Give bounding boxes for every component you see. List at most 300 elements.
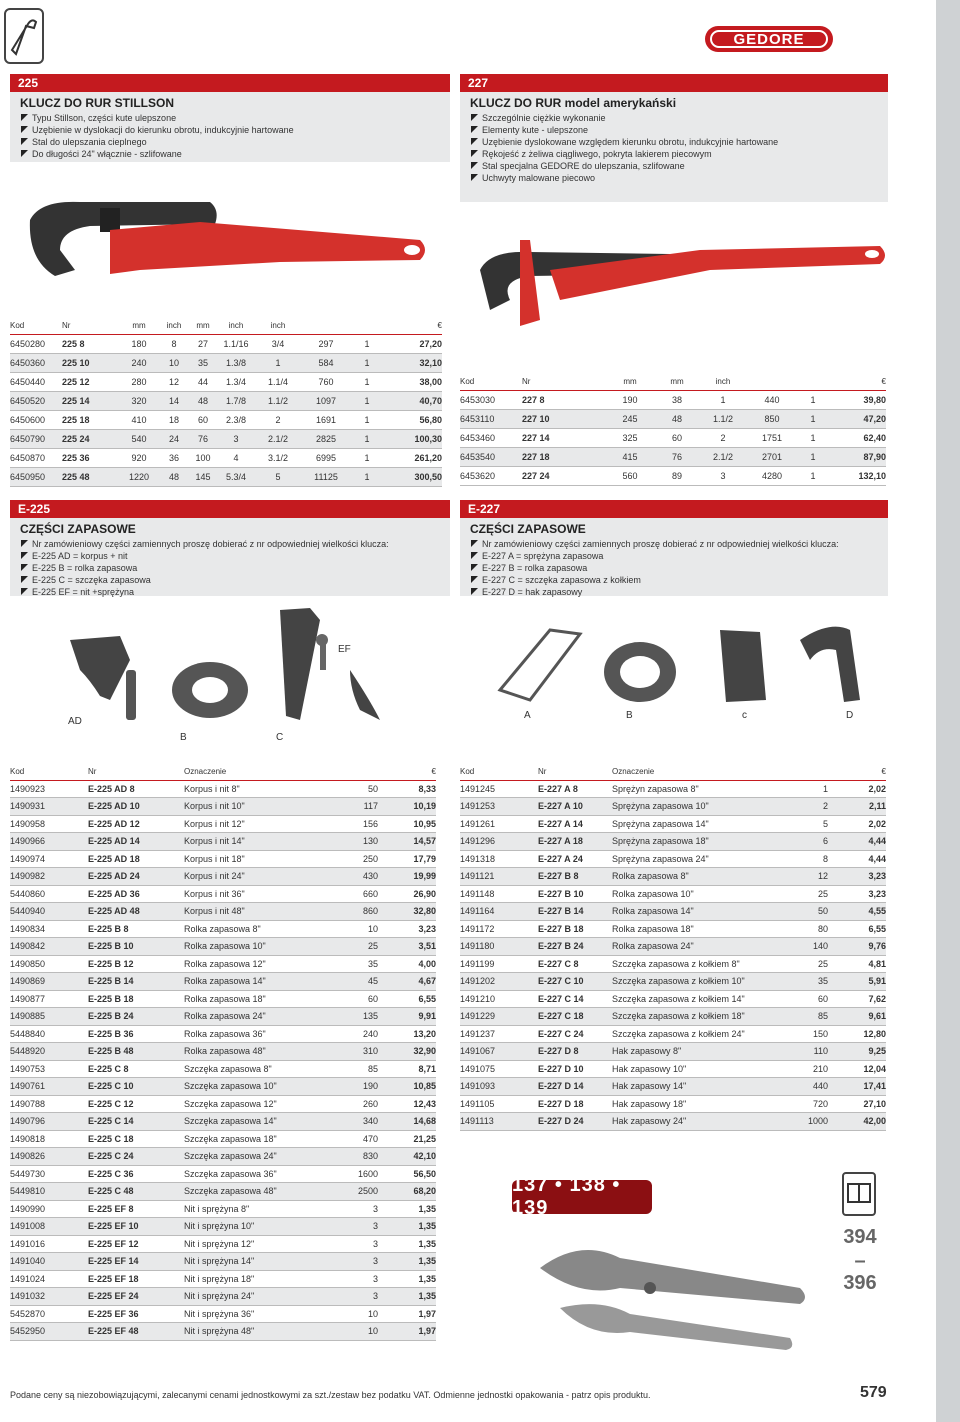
table-cell: 6 xyxy=(778,833,828,851)
table-cell: E-227 C 24 xyxy=(538,1025,612,1043)
column-header: inch xyxy=(254,318,302,334)
table-cell: 48 xyxy=(160,467,188,486)
table-cell: Rolka zapasowa 24" xyxy=(612,938,778,956)
table-row xyxy=(10,1113,436,1131)
table-cell: Rolka zapasowa 14" xyxy=(612,903,778,921)
side-strip xyxy=(936,0,960,1422)
table-cell: 1491180 xyxy=(460,938,538,956)
table-cell: 35 xyxy=(188,353,218,372)
table-cell: 27,20 xyxy=(384,334,442,353)
table-cell: 76 xyxy=(656,447,698,466)
table-cell: 150 xyxy=(778,1025,828,1043)
table-cell: 6453110 xyxy=(460,409,522,428)
table-cell: 584 xyxy=(302,353,350,372)
table-cell: Nit i sprężyna 36" xyxy=(184,1305,324,1323)
feature-bullet: E-225 EF = nit +sprężyna xyxy=(20,586,440,598)
table-cell: E-227 B 18 xyxy=(538,920,612,938)
table-cell: 1 xyxy=(350,353,384,372)
table-cell: 10,19 xyxy=(378,798,436,816)
table-cell: 1 xyxy=(796,409,830,428)
table-row xyxy=(460,1060,886,1078)
table-e227 xyxy=(460,764,886,1131)
table-cell: 7,62 xyxy=(828,990,886,1008)
table-cell: 68,20 xyxy=(378,1183,436,1201)
section-number: 225 xyxy=(10,74,450,92)
table-row xyxy=(460,885,886,903)
table-cell: E-225 AD 36 xyxy=(88,885,184,903)
table-cell: 190 xyxy=(604,390,656,409)
table-row xyxy=(10,1165,436,1183)
section-227 xyxy=(460,74,888,202)
table-cell: Hak zapasowy 8" xyxy=(612,1043,778,1061)
table-cell: 40,70 xyxy=(384,391,442,410)
table-cell: 8,71 xyxy=(378,1060,436,1078)
table-cell: Nit i sprężyna 48" xyxy=(184,1323,324,1341)
part-label-b: B xyxy=(180,732,187,743)
table-cell: 14 xyxy=(160,391,188,410)
table-cell: E-225 C 18 xyxy=(88,1130,184,1148)
table-cell: 1 xyxy=(350,334,384,353)
table-row xyxy=(10,1200,436,1218)
column-header: Kod xyxy=(10,764,88,780)
column-header: mm xyxy=(188,318,218,334)
table-cell: 3 xyxy=(324,1218,378,1236)
table-cell: Rolka zapasowa 10" xyxy=(612,885,778,903)
table-cell: 6450280 xyxy=(10,334,62,353)
table-cell: 227 8 xyxy=(522,390,604,409)
table-cell: E-225 EF 24 xyxy=(88,1288,184,1306)
table-cell: 410 xyxy=(118,410,160,429)
table-row xyxy=(460,938,886,956)
table-cell: 1490850 xyxy=(10,955,88,973)
column-header: mm xyxy=(118,318,160,334)
table-cell: 12,80 xyxy=(828,1025,886,1043)
table-cell: 1 xyxy=(350,467,384,486)
table-cell: 1 xyxy=(796,390,830,409)
table-cell: E-227 A 8 xyxy=(538,780,612,798)
column-header: Kod xyxy=(10,318,62,334)
table-cell: 1097 xyxy=(302,391,350,410)
table-cell: 21,25 xyxy=(378,1130,436,1148)
table-cell: Rolka zapasowa 24" xyxy=(184,1008,324,1026)
table-cell: Nit i sprężyna 24" xyxy=(184,1288,324,1306)
table-cell: 42,00 xyxy=(828,1113,886,1131)
section-title: CZĘŚCI ZAPASOWE xyxy=(20,522,136,536)
feature-bullet: Stal do ulepszania cieplnego xyxy=(20,136,440,148)
catalog-book-icon xyxy=(842,1172,876,1216)
table-cell: 3 xyxy=(324,1270,378,1288)
table-cell: 6450360 xyxy=(10,353,62,372)
table-cell: 4,44 xyxy=(828,833,886,851)
table-cell: 320 xyxy=(118,391,160,410)
table-cell: E-227 D 10 xyxy=(538,1060,612,1078)
table-cell: E-225 EF 18 xyxy=(88,1270,184,1288)
table-cell: 39,80 xyxy=(830,390,886,409)
table-cell: 340 xyxy=(324,1113,378,1131)
table-row xyxy=(460,903,886,921)
table-cell: 1.1/4 xyxy=(254,372,302,391)
table-row xyxy=(460,1025,886,1043)
table-cell: 1490818 xyxy=(10,1130,88,1148)
table-cell: 6453030 xyxy=(460,390,522,409)
table-row xyxy=(10,1305,436,1323)
table-row xyxy=(460,466,886,485)
table-cell: Szczęka zapasowa 36" xyxy=(184,1165,324,1183)
table-cell: E-225 B 36 xyxy=(88,1025,184,1043)
table-row xyxy=(460,1078,886,1096)
table-cell: 1,35 xyxy=(378,1288,436,1306)
table-cell: 261,20 xyxy=(384,448,442,467)
table-cell: 1 xyxy=(796,428,830,447)
table-cell: 12 xyxy=(778,868,828,886)
table-cell: E-227 B 8 xyxy=(538,868,612,886)
table-cell: 18 xyxy=(160,410,188,429)
table-225 xyxy=(10,318,442,487)
table-cell: 1491040 xyxy=(10,1253,88,1271)
table-cell: 156 xyxy=(324,815,378,833)
table-cell: E-227 A 18 xyxy=(538,833,612,851)
column-header xyxy=(748,374,796,390)
table-row xyxy=(460,798,886,816)
table-cell: 1490966 xyxy=(10,833,88,851)
table-row xyxy=(10,391,442,410)
table-cell: Hak zapasowy 24" xyxy=(612,1113,778,1131)
table-row xyxy=(460,409,886,428)
table-cell: E-225 AD 24 xyxy=(88,868,184,886)
table-cell: 1491318 xyxy=(460,850,538,868)
table-cell: 80 xyxy=(778,920,828,938)
table-cell: 1490869 xyxy=(10,973,88,991)
table-cell: E-225 AD 10 xyxy=(88,798,184,816)
table-cell: 9,91 xyxy=(378,1008,436,1026)
table-cell: 1490834 xyxy=(10,920,88,938)
table-cell: 60 xyxy=(778,990,828,1008)
table-row xyxy=(10,955,436,973)
table-cell: E-225 EF 8 xyxy=(88,1200,184,1218)
table-cell: 1490931 xyxy=(10,798,88,816)
feature-list xyxy=(470,112,878,184)
table-cell: Korpus i nit 12" xyxy=(184,815,324,833)
table-cell: 1 xyxy=(778,780,828,798)
table-cell: 2701 xyxy=(748,447,796,466)
table-cell: 2.1/2 xyxy=(254,429,302,448)
table-cell: 38 xyxy=(656,390,698,409)
table-cell: Korpus i nit 18" xyxy=(184,850,324,868)
table-cell: 60 xyxy=(188,410,218,429)
table-cell: 1490990 xyxy=(10,1200,88,1218)
section-225 xyxy=(10,74,450,162)
table-cell: 50 xyxy=(778,903,828,921)
table-row xyxy=(10,833,436,851)
feature-bullet: Uchwyty malowane piecowo xyxy=(470,172,878,184)
table-cell: E-227 B 24 xyxy=(538,938,612,956)
table-cell: Korpus i nit 8" xyxy=(184,780,324,798)
table-cell: E-227 C 10 xyxy=(538,973,612,991)
column-header: inch xyxy=(160,318,188,334)
table-cell: Szczęka zapasowa 48" xyxy=(184,1183,324,1201)
table-cell: E-225 EF 14 xyxy=(88,1253,184,1271)
feature-bullet: E-227 B = rolka zapasowa xyxy=(470,562,878,574)
table-cell: E-225 C 10 xyxy=(88,1078,184,1096)
feature-bullet: Szczególnie ciężkie wykonanie xyxy=(470,112,878,124)
table-cell: 5440860 xyxy=(10,885,88,903)
table-cell: E-227 D 18 xyxy=(538,1095,612,1113)
table-row xyxy=(460,955,886,973)
table-cell: 35 xyxy=(778,973,828,991)
table-cell: 225 48 xyxy=(62,467,118,486)
table-cell: 560 xyxy=(604,466,656,485)
table-cell: Rolka zapasowa 10" xyxy=(184,938,324,956)
table-cell: 1491245 xyxy=(460,780,538,798)
column-header: mm xyxy=(656,374,698,390)
table-cell: 2 xyxy=(778,798,828,816)
table-row xyxy=(10,1130,436,1148)
table-cell: 1,35 xyxy=(378,1270,436,1288)
table-cell: 1.3/8 xyxy=(218,353,254,372)
table-cell: 56,50 xyxy=(378,1165,436,1183)
feature-bullet: E-225 C = szczęka zapasowa xyxy=(20,574,440,586)
feature-bullet: Typu Stillson, części kute ulepszone xyxy=(20,112,440,124)
table-cell: 1.1/2 xyxy=(254,391,302,410)
table-cell: 89 xyxy=(656,466,698,485)
column-header xyxy=(778,764,828,780)
column-header xyxy=(302,318,350,334)
table-cell: 3,51 xyxy=(378,938,436,956)
table-row xyxy=(460,447,886,466)
table-cell: 24 xyxy=(160,429,188,448)
table-cell: 6453460 xyxy=(460,428,522,447)
gedore-logo: GEDORE xyxy=(705,26,833,52)
table-cell: Nit i sprężyna 18" xyxy=(184,1270,324,1288)
table-cell: E-227 C 14 xyxy=(538,990,612,1008)
table-cell: 225 18 xyxy=(62,410,118,429)
table-cell: 1490974 xyxy=(10,850,88,868)
table-cell: E-227 B 14 xyxy=(538,903,612,921)
table-cell: 60 xyxy=(656,428,698,447)
table-cell: 245 xyxy=(604,409,656,428)
table-row xyxy=(10,990,436,1008)
table-row xyxy=(10,885,436,903)
table-cell: 85 xyxy=(778,1008,828,1026)
table-cell: 1 xyxy=(350,429,384,448)
table-row xyxy=(460,850,886,868)
table-cell: E-227 A 24 xyxy=(538,850,612,868)
table-cell: 100,30 xyxy=(384,429,442,448)
table-cell: 1,97 xyxy=(378,1305,436,1323)
table-cell: 310 xyxy=(324,1043,378,1061)
feature-bullet: E-225 B = rolka zapasowa xyxy=(20,562,440,574)
table-cell: 225 14 xyxy=(62,391,118,410)
table-cell: 227 14 xyxy=(522,428,604,447)
table-cell: E-225 B 8 xyxy=(88,920,184,938)
feature-bullet: E-227 C = szczęka zapasowa z kołkiem xyxy=(470,574,878,586)
table-row xyxy=(10,938,436,956)
table-cell: 17,41 xyxy=(828,1078,886,1096)
section-number: 227 xyxy=(460,74,888,92)
table-cell: 1,97 xyxy=(378,1323,436,1341)
table-cell: 12,43 xyxy=(378,1095,436,1113)
table-cell: 26,90 xyxy=(378,885,436,903)
table-cell: 60 xyxy=(324,990,378,1008)
table-row xyxy=(10,1183,436,1201)
table-cell: 35 xyxy=(324,955,378,973)
table-cell: 1491261 xyxy=(460,815,538,833)
table-cell: 225 24 xyxy=(62,429,118,448)
table-cell: 42,10 xyxy=(378,1148,436,1166)
table-cell: Szczęka zapasowa 24" xyxy=(184,1148,324,1166)
table-cell: 14,68 xyxy=(378,1113,436,1131)
table-cell: Szczęka zapasowa z kołkiem 8" xyxy=(612,955,778,973)
table-row xyxy=(10,850,436,868)
table-cell: 6995 xyxy=(302,448,350,467)
table-cell: 1491032 xyxy=(10,1288,88,1306)
table-cell: Rolka zapasowa 14" xyxy=(184,973,324,991)
table-cell: 2825 xyxy=(302,429,350,448)
stillson-wrench-image xyxy=(20,190,430,290)
table-cell: 5.3/4 xyxy=(218,467,254,486)
table-cell: E-225 EF 36 xyxy=(88,1305,184,1323)
table-cell: 5452870 xyxy=(10,1305,88,1323)
table-cell: 1490982 xyxy=(10,868,88,886)
table-cell: 3 xyxy=(218,429,254,448)
table-row xyxy=(10,467,442,486)
feature-bullet: Rękojeść z żeliwa ciągliwego, pokryta lakierem piecowym xyxy=(470,148,878,160)
table-cell: E-225 B 24 xyxy=(88,1008,184,1026)
table-cell: 5449810 xyxy=(10,1183,88,1201)
part-label-c: c xyxy=(742,710,747,721)
table-cell: Nit i sprężyna 10" xyxy=(184,1218,324,1236)
table-cell: 250 xyxy=(324,850,378,868)
table-row xyxy=(10,1148,436,1166)
table-row xyxy=(460,868,886,886)
feature-bullet: Nr zamówieniowy części zamiennych proszę dobierać z nr odpowiedniej wielkości klucza: xyxy=(20,538,440,550)
table-cell: Sprężyna zapasowa 24" xyxy=(612,850,778,868)
cross-reference-pages: 137 • 138 • 139 xyxy=(512,1180,652,1214)
table-cell: Sprężyna zapasowa 18" xyxy=(612,833,778,851)
table-cell: 76 xyxy=(188,429,218,448)
table-cell: 190 xyxy=(324,1078,378,1096)
table-cell: Nit i sprężyna 8" xyxy=(184,1200,324,1218)
feature-list xyxy=(470,538,878,598)
table-row xyxy=(460,780,886,798)
table-cell: 6450440 xyxy=(10,372,62,391)
table-cell: 10,95 xyxy=(378,815,436,833)
table-cell: 17,79 xyxy=(378,850,436,868)
table-cell: 4 xyxy=(218,448,254,467)
table-cell: 5448840 xyxy=(10,1025,88,1043)
table-cell: 1491067 xyxy=(460,1043,538,1061)
table-cell: 2,02 xyxy=(828,815,886,833)
table-cell: 325 xyxy=(604,428,656,447)
table-cell: 4,67 xyxy=(378,973,436,991)
table-cell: 10 xyxy=(324,1323,378,1341)
table-cell: 227 24 xyxy=(522,466,604,485)
table-cell: 3,23 xyxy=(828,885,886,903)
table-cell: 3/4 xyxy=(254,334,302,353)
table-cell: 1,35 xyxy=(378,1235,436,1253)
table-cell: E-225 B 48 xyxy=(88,1043,184,1061)
table-cell: 5449730 xyxy=(10,1165,88,1183)
e227-parts-image xyxy=(490,610,870,720)
table-cell: 1490826 xyxy=(10,1148,88,1166)
table-cell: 48 xyxy=(656,409,698,428)
pipe-wrench-category-icon xyxy=(4,8,44,64)
table-cell: Korpus i nit 24" xyxy=(184,868,324,886)
table-cell: Korpus i nit 48" xyxy=(184,903,324,921)
column-header: inch xyxy=(218,318,254,334)
table-cell: 2500 xyxy=(324,1183,378,1201)
table-cell: Sprężyn zapasowa 8" xyxy=(612,780,778,798)
table-cell: 1490885 xyxy=(10,1008,88,1026)
table-cell: Sprężyna zapasowa 10" xyxy=(612,798,778,816)
table-cell: 50 xyxy=(324,780,378,798)
table-cell: 1 xyxy=(350,448,384,467)
table-cell: 660 xyxy=(324,885,378,903)
table-cell: E-225 C 8 xyxy=(88,1060,184,1078)
table-row xyxy=(460,428,886,447)
table-cell: 1 xyxy=(350,410,384,429)
table-cell: 6450870 xyxy=(10,448,62,467)
table-cell: 110 xyxy=(778,1043,828,1061)
table-cell: 8 xyxy=(160,334,188,353)
side-page-dash: – xyxy=(854,1250,866,1272)
feature-list xyxy=(20,538,440,598)
table-cell: 85 xyxy=(324,1060,378,1078)
table-cell: 4,00 xyxy=(378,955,436,973)
column-header: Kod xyxy=(460,764,538,780)
table-row xyxy=(460,973,886,991)
table-cell: 1490788 xyxy=(10,1095,88,1113)
table-cell: 1491229 xyxy=(460,1008,538,1026)
table-cell: Rolka zapasowa 8" xyxy=(612,868,778,886)
table-cell: 45 xyxy=(324,973,378,991)
feature-bullet: Nr zamówieniowy części zamiennych proszę dobierać z nr odpowiedniej wielkości klucza: xyxy=(470,538,878,550)
table-cell: 1491199 xyxy=(460,955,538,973)
table-row xyxy=(10,1060,436,1078)
table-cell: 227 18 xyxy=(522,447,604,466)
table-cell: 225 12 xyxy=(62,372,118,391)
table-row xyxy=(10,372,442,391)
table-cell: 2,02 xyxy=(828,780,886,798)
column-header xyxy=(796,374,830,390)
table-cell: 47,20 xyxy=(830,409,886,428)
table-cell: E-225 EF 10 xyxy=(88,1218,184,1236)
table-cell: Szczęka zapasowa 18" xyxy=(184,1130,324,1148)
table-cell: 10,85 xyxy=(378,1078,436,1096)
table-cell: E-225 EF 48 xyxy=(88,1323,184,1341)
table-cell: 1.1/2 xyxy=(698,409,748,428)
table-cell: E-225 C 12 xyxy=(88,1095,184,1113)
table-cell: 3 xyxy=(324,1288,378,1306)
table-cell: Rolka zapasowa 12" xyxy=(184,955,324,973)
table-cell: 1491172 xyxy=(460,920,538,938)
part-label-c: C xyxy=(276,732,284,743)
table-cell: 1.1/16 xyxy=(218,334,254,353)
table-cell: 1 xyxy=(350,372,384,391)
table-cell: 27 xyxy=(188,334,218,353)
table-cell: 2 xyxy=(698,428,748,447)
table-row xyxy=(460,920,886,938)
table-cell: 440 xyxy=(748,390,796,409)
table-cell: 830 xyxy=(324,1148,378,1166)
feature-bullet: Uzębienie w dyslokacji do kierunku obrotu, indukcyjnie hartowane xyxy=(20,124,440,136)
table-cell: 210 xyxy=(778,1060,828,1078)
table-cell: 6453540 xyxy=(460,447,522,466)
table-cell: Rolka zapasowa 8" xyxy=(184,920,324,938)
table-cell: 1491113 xyxy=(460,1113,538,1131)
table-cell: 12 xyxy=(160,372,188,391)
column-header: € xyxy=(828,764,886,780)
